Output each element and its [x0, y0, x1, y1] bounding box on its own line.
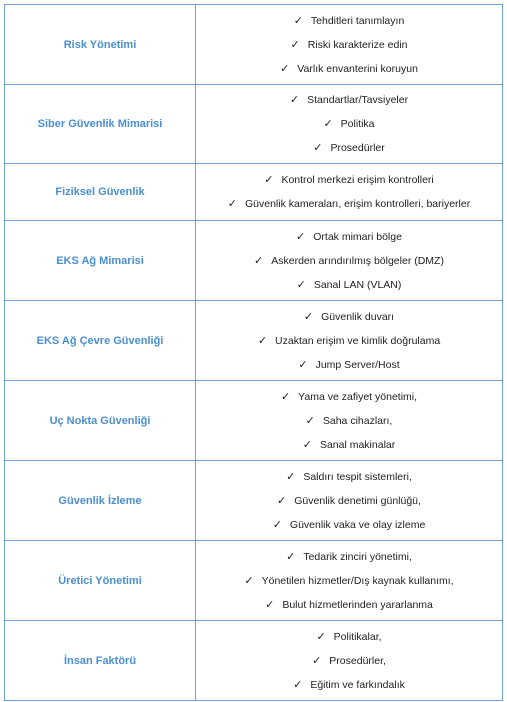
items-cell: [196, 221, 503, 301]
list-item: [196, 673, 502, 697]
check-icon: ✓: [280, 61, 290, 75]
category-label: EKS Ağ Mimarisi: [5, 221, 196, 301]
category-label: Güvenlik İzleme: [5, 461, 196, 541]
table-row: [5, 164, 503, 221]
table-row: [5, 541, 503, 621]
item-text: Uzaktan erişim ve kimlik doğrulama: [275, 334, 441, 347]
check-icon: ✓: [289, 93, 300, 106]
check-icon: ✓: [227, 197, 237, 210]
list-item: [196, 569, 502, 593]
item-text: Güvenlik duvarı: [321, 310, 395, 323]
table-row: [5, 301, 503, 381]
check-icon: ✓: [296, 229, 306, 243]
list-item: [196, 305, 502, 329]
item-text: Eğitim ve farkındalık: [310, 678, 405, 691]
category-label: Siber Güvenlik Mimarisi: [5, 85, 196, 164]
item-text: Güvenlik kameraları, erişim kontrolleri, bariyerler: [244, 198, 471, 210]
list-item: [196, 465, 502, 489]
item-text: Bulut hizmetlerinden yararlanma: [282, 598, 433, 611]
table-row: [5, 85, 503, 164]
table-row: [5, 5, 503, 85]
list-item: [196, 136, 502, 160]
items-cell: [196, 164, 503, 221]
list-item: [196, 249, 502, 273]
check-icon: ✓: [264, 173, 274, 186]
list-item: [196, 409, 502, 433]
check-icon: ✓: [305, 413, 315, 427]
item-text: Politikalar,: [333, 630, 382, 643]
item-text: Ortak mimari bölge: [313, 230, 402, 243]
item-text: Güvenlik denetimi günlüğü,: [294, 494, 421, 507]
list-item: [196, 57, 502, 81]
check-icon: ✓: [254, 253, 264, 267]
list-item: [196, 168, 502, 192]
items-cell: [196, 5, 503, 85]
list-item: [196, 192, 502, 216]
check-icon: ✓: [312, 653, 322, 667]
check-icon: ✓: [286, 549, 296, 563]
item-text: Varlık envanterini koruyun: [297, 62, 418, 75]
list-item: [196, 385, 502, 409]
list-item: [196, 353, 502, 377]
list-item: [196, 545, 502, 569]
item-text: Sanal LAN (VLAN): [313, 278, 402, 291]
security-table-body: [5, 5, 503, 701]
item-text: Yönetilen hizmetler/Dış kaynak kullanımı,: [261, 574, 454, 587]
table-row: [5, 461, 503, 541]
item-text: Jump Server/Host: [315, 358, 400, 371]
items-cell: [196, 381, 503, 461]
list-item: [196, 649, 502, 673]
check-icon: ✓: [277, 493, 287, 507]
item-text: Güvenlik vaka ve olay izleme: [289, 518, 426, 531]
check-icon: ✓: [293, 677, 303, 691]
list-item: [196, 225, 502, 249]
category-label: Fiziksel Güvenlik: [5, 164, 196, 221]
item-text: Tehditleri tanımlayın: [310, 14, 405, 27]
check-icon: ✓: [298, 357, 308, 371]
item-text: Standartlar/Tavsiyeler: [307, 94, 409, 106]
item-text: Saldırı tespit sistemleri,: [303, 470, 412, 483]
check-icon: ✓: [296, 277, 306, 291]
check-icon: ✓: [313, 141, 323, 154]
table-row: [5, 381, 503, 461]
items-cell: [196, 301, 503, 381]
item-text: Yama ve zafiyet yönetimi,: [298, 390, 418, 403]
item-text: Prosedürler,: [329, 654, 386, 667]
item-text: Askerden arındırılmış bölgeler (DMZ): [271, 254, 444, 267]
category-label: Risk Yönetimi: [5, 5, 196, 85]
list-item: [196, 513, 502, 537]
category-label: Uç Nokta Güvenliği: [5, 381, 196, 461]
security-table: [4, 4, 503, 701]
table-row: [5, 621, 503, 701]
item-text: Sanal makinalar: [319, 438, 396, 451]
list-item: [196, 9, 502, 33]
check-icon: ✓: [257, 333, 268, 347]
item-text: Saha cihazları,: [322, 414, 393, 427]
table-row: [5, 221, 503, 301]
list-item: [196, 112, 502, 136]
check-icon: ✓: [280, 389, 291, 403]
item-text: Kontrol merkezi erişim kontrolleri: [281, 174, 434, 186]
check-icon: ✓: [293, 13, 303, 27]
check-icon: ✓: [290, 37, 300, 51]
check-icon: ✓: [316, 629, 326, 643]
check-icon: ✓: [272, 517, 282, 531]
check-icon: ✓: [244, 573, 254, 587]
check-icon: ✓: [323, 117, 333, 130]
list-item: [196, 593, 502, 617]
items-cell: [196, 461, 503, 541]
item-text: Prosedürler: [330, 142, 385, 154]
item-text: Politika: [340, 118, 375, 130]
category-label: EKS Ağ Çevre Güvenliği: [5, 301, 196, 381]
items-cell: [196, 541, 503, 621]
item-text: Riski karakterize edin: [307, 38, 408, 51]
list-item: [196, 273, 502, 297]
check-icon: ✓: [286, 469, 296, 483]
list-item: [196, 433, 502, 457]
category-label: İnsan Faktörü: [5, 621, 196, 701]
check-icon: ✓: [303, 309, 314, 323]
list-item: [196, 33, 502, 57]
items-cell: [196, 621, 503, 701]
check-icon: ✓: [265, 597, 275, 611]
items-cell: [196, 85, 503, 164]
category-label: Üretici Yönetimi: [5, 541, 196, 621]
item-text: Tedarik zinciri yönetimi,: [303, 550, 412, 563]
check-icon: ✓: [302, 437, 312, 451]
list-item: [196, 489, 502, 513]
list-item: [196, 329, 502, 353]
list-item: [196, 88, 502, 112]
list-item: [196, 625, 502, 649]
